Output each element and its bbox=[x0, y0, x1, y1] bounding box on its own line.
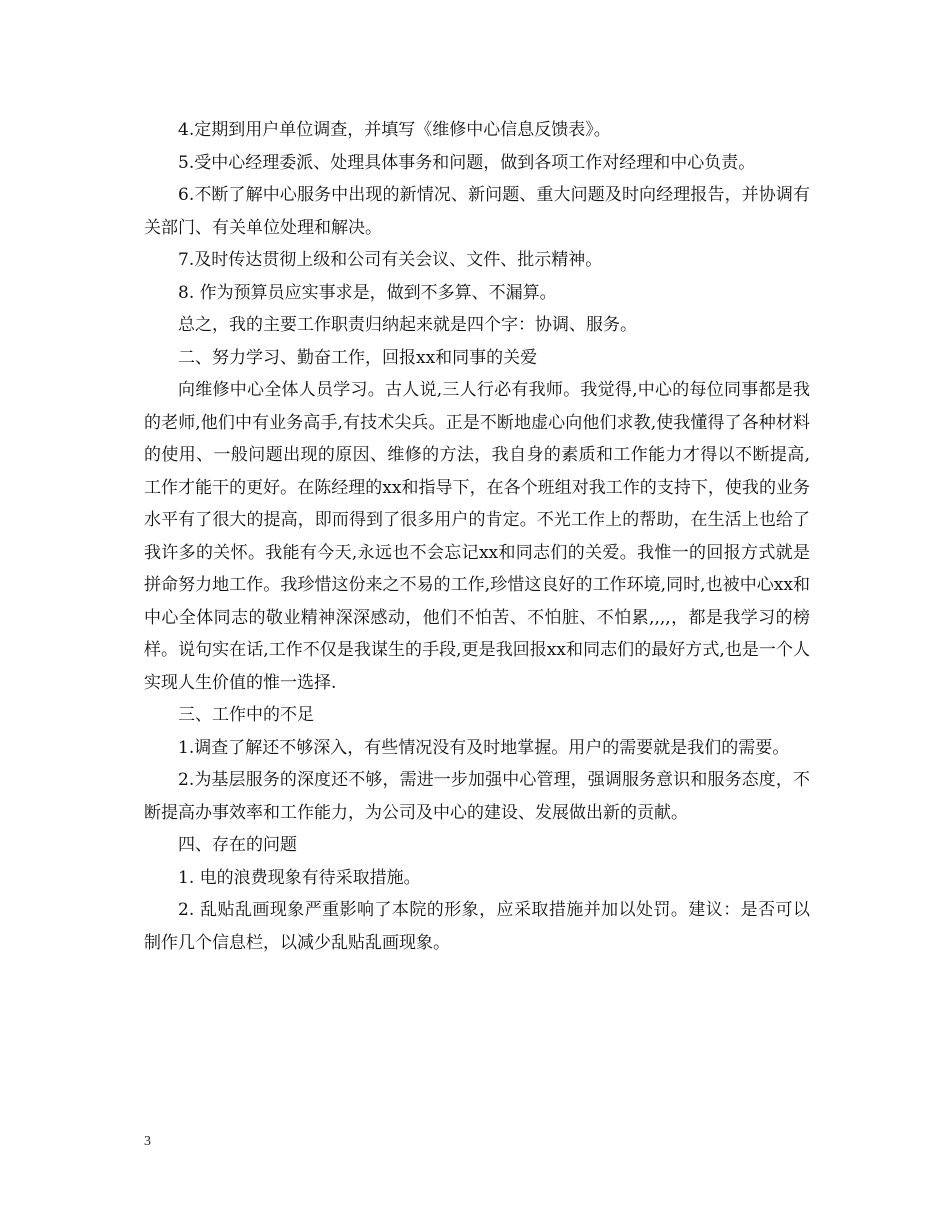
section-heading-4: 四、存在的问题 bbox=[178, 835, 297, 855]
problem-item-1: 1. 电的浪费现象有待采取措施。 bbox=[178, 867, 421, 888]
duty-item-5: 5.受中心经理委派、处理具体事务和问题，做到各项工作对经理和中心负责。 bbox=[178, 152, 756, 173]
document-body bbox=[144, 114, 810, 959]
shortcoming-item-1: 1.调查了解还不够深入，有些情况没有及时地掌握。用户的需要就是我们的需要。 bbox=[178, 737, 790, 758]
problem-item-2: 2. 乱贴乱画现象严重影响了本院的形象，应采取措施并加以处罚。建议：是否可以制作几个信息栏，以减少乱贴乱画现象。 bbox=[144, 900, 810, 953]
duty-item-8: 8. 作为预算员应实事求是，做到不多算、不漏算。 bbox=[178, 282, 557, 303]
duty-summary: 总之，我的主要工作职责归纳起来就是四个字：协调、服务。 bbox=[178, 315, 637, 335]
page-number: 3 bbox=[144, 1134, 151, 1149]
duty-item-4: 4.定期到用户单位调查，并填写《维修中心信息反馈表》。 bbox=[178, 120, 611, 140]
duty-item-7: 7.及时传达贯彻上级和公司有关会议、文件、批示精神。 bbox=[178, 250, 603, 270]
learning-paragraph: 向维修中心全体人员学习。古人说,三人行必有我师。我觉得,中心的每位同事都是我的老师,他们中有业务高手,有技术尖兵。正是不断地虚心向他们求教,使我懂得了各种材料的使用、一般问题出现的原因、维修的方法，我自身的素质和工作能力才得以不断提高,工作才能干的更好。在陈经理的xx和指导下，在各个班组对我工作的支持下，使我的业务水平有了很大的提高，即而得到了很多用户的肯定。不光工作上的帮助，在生活上也给了我许多的关怀。我能有今天,永远也不会忘记xx和同志们的关爱。我惟一的回报方式就是拼命努力地工作。我珍惜这份来之不易的工作,珍惜这良好的工作环境,同时,也被中心xx和中心全体同志的敬业精神深深感动，他们不怕苦、不怕脏、不怕累,,,,，都是我学习的榜样。说句实在话,工作不仅是我谋生的手段,更是我回报xx和同志们的最好方式,也是一个人实现人生价值的惟一选择. bbox=[144, 380, 810, 693]
duty-item-6: 6.不断了解中心服务中出现的新情况、新问题、重大问题及时向经理报告，并协调有关部门、有关单位处理和解决。 bbox=[144, 185, 810, 238]
section-heading-3: 三、工作中的不足 bbox=[178, 705, 314, 725]
section-heading-2: 二、努力学习、勤奋工作，回报xx和同事的关爱 bbox=[178, 347, 538, 368]
shortcoming-item-2: 2.为基层服务的深度还不够，需进一步加强中心管理，强调服务意识和服务态度，不断提高办事效率和工作能力，为公司及中心的建设、发展做出新的贡献。 bbox=[144, 770, 810, 823]
